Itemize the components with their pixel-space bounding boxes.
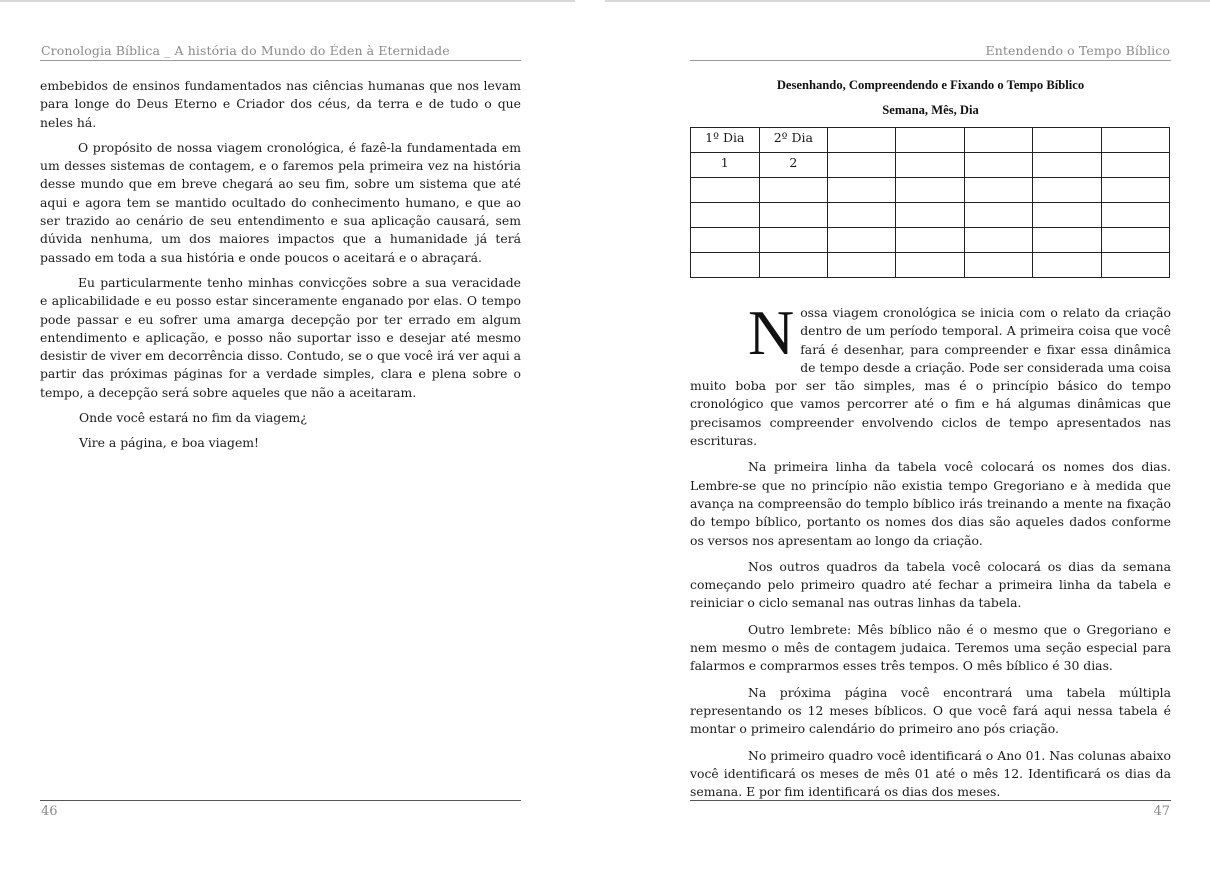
page-number: 46 <box>41 804 58 819</box>
top-border <box>605 0 1210 2</box>
footer-rule <box>40 800 521 801</box>
table-cell <box>759 253 828 278</box>
table-cell <box>828 203 896 228</box>
table-cell <box>1033 253 1101 278</box>
table-cell <box>1033 228 1101 253</box>
table-cell <box>964 178 1032 203</box>
table-cell <box>896 203 964 228</box>
paragraph <box>690 297 1171 450</box>
table-cell: 2 <box>759 153 828 178</box>
table-cell <box>896 253 964 278</box>
table-cell <box>964 228 1032 253</box>
table-cell <box>1101 253 1169 278</box>
paragraph: No primeiro quadro você identificará o Ano 01. Nas colunas abaixo você identificará os meses de mês 01 até o mês 12. Identificará os dias da semana. E por fim identificará os dias dos meses. <box>690 747 1171 800</box>
table-cell <box>1101 153 1169 178</box>
table-cell <box>828 128 896 153</box>
table-row <box>691 153 1170 178</box>
table-cell <box>1101 178 1169 203</box>
table-cell <box>759 203 828 228</box>
table-cell <box>964 128 1032 153</box>
drop-cap: N <box>748 297 795 368</box>
table-row <box>691 178 1170 203</box>
table-cell <box>964 153 1032 178</box>
table-title: Desenhando, Compreendendo e Fixando o Tempo Bíblico <box>776 78 1085 92</box>
table-cell <box>896 128 964 153</box>
paragraph: Vire a página, e boa viagem! <box>79 435 260 451</box>
table-cell <box>759 228 828 253</box>
table-cell <box>828 153 896 178</box>
table-cell <box>759 178 828 203</box>
left-body-text <box>40 77 521 460</box>
paragraph-text: ossa viagem cronológica se inicia com o relato da criação dentro de um período temporal. A primeira coisa que você fará é desenhar, para compreender e fixar essa dinâmica de tempo desde a criação. Pode ser considerada uma coisa muito boba por ser tão simples, mas é o princípio básico do tempo cronológico que vamos percorrer até o fim e há algumas dinâmicas que precisamos compreender envolvendo ciclos de tempo apresentados nas escrituras. <box>690 305 1171 449</box>
paragraph: Onde você estará no fim da viagem¿ <box>79 410 307 426</box>
header-rule <box>40 60 521 61</box>
header-rule <box>690 60 1171 61</box>
table-cell <box>828 178 896 203</box>
table-cell <box>828 228 896 253</box>
table-cell <box>828 253 896 278</box>
table-cell <box>964 203 1032 228</box>
table-cell <box>1101 228 1169 253</box>
table-cell <box>896 178 964 203</box>
table-cell <box>896 153 964 178</box>
right-page <box>605 0 1210 869</box>
table-cell <box>1101 203 1169 228</box>
table-cell <box>964 253 1032 278</box>
paragraph: Eu particularmente tenho minhas convicções sobre a sua veracidade e aplicabilidade e eu posso estar sinceramente enganado por elas. O tempo pode passar e eu sofrer uma amarga decepção por ter errado em algum entendimento e aplicação, e posso não suportar isso e desejar até mesmo desistir de viver em decorrência disso. Contudo, se o que você irá ver aqui a partir das próximas páginas for a verdade simples, clara e plena sobre o tempo, a decepção será sobre aqueles que não a aceitaram. <box>40 274 521 400</box>
table-row <box>691 203 1170 228</box>
paragraph: Nos outros quadros da tabela você colocará os dias da semana começando pelo primeiro quadro até fechar a primeira linha da tabela e reiniciar o ciclo semanal nas outras linhas da tabela. <box>690 558 1171 611</box>
table-cell: 1º Dia <box>691 128 760 153</box>
table-cell <box>691 228 760 253</box>
top-border <box>0 0 575 2</box>
table-row <box>691 228 1170 253</box>
right-body-text <box>690 297 1171 809</box>
right-running-head: Entendendo o Tempo Bíblico <box>985 43 1170 58</box>
table-row <box>691 128 1170 153</box>
table-cell <box>691 253 760 278</box>
footer-rule <box>690 800 1171 801</box>
table-cell <box>691 203 760 228</box>
table-cell <box>1101 128 1169 153</box>
table-cell <box>1033 153 1101 178</box>
calendar-table <box>690 127 1170 278</box>
paragraph: Outro lembrete: Mês bíblico não é o mesmo que o Gregoriano e nem mesmo o mês de contagem judaica. Teremos uma seção especial para falarmos e comprarmos esses três tempos. O mês bíblico é 30 dias. <box>690 621 1171 674</box>
table-cell: 1 <box>691 153 760 178</box>
table-cell <box>1033 128 1101 153</box>
table-cell <box>896 228 964 253</box>
table-cell <box>1033 203 1101 228</box>
left-running-head: Cronologia Bíblica _ A história do Mundo do Éden à Eternidade <box>41 43 450 58</box>
table-row <box>691 253 1170 278</box>
paragraph: embebidos de ensinos fundamentados nas ciências humanas que nos levam para longe do Deus Eterno e Criador dos céus, da terra e de tudo o que neles há. <box>40 78 521 130</box>
page-number: 47 <box>1153 804 1170 819</box>
table-subtitle: Semana, Mês, Dia <box>882 103 979 117</box>
paragraph: Na próxima página você encontrará uma tabela múltipla representando os 12 meses bíblicos. O que você fará aqui nessa tabela é montar o primeiro calendário do primeiro ano pós criação. <box>690 684 1171 737</box>
paragraph: Na primeira linha da tabela você colocará os nomes dos dias. Lembre-se que no princípio não existia tempo Gregoriano e à medida que avança na compreensão do templo bíblico irás treinando a mente na fixação do tempo bíblico, portanto os nomes dos dias são aqueles dados conforme os versos nos apresentam ao longo da criação. <box>690 459 1171 548</box>
table-cell <box>1033 178 1101 203</box>
table-cell: 2º Dia <box>759 128 828 153</box>
paragraph: O propósito de nossa viagem cronológica, é fazê-la fundamentada em um desses sistemas de contagem, e o faremos pela primeira vez na história desse mundo que em breve chegará ao seu fim, sobre um sistema que até aqui e agora tem se mantido ocultado do conhecimento humano, e que ao ser trazido ao cenário de seu entendimento e sua aplicação causará, sem dúvida nenhuma, um dos maiores impactos que a humanidade já terá passado em toda a sua história e onde poucos o aceitará e o abraçará. <box>40 139 521 265</box>
table-cell <box>691 178 760 203</box>
